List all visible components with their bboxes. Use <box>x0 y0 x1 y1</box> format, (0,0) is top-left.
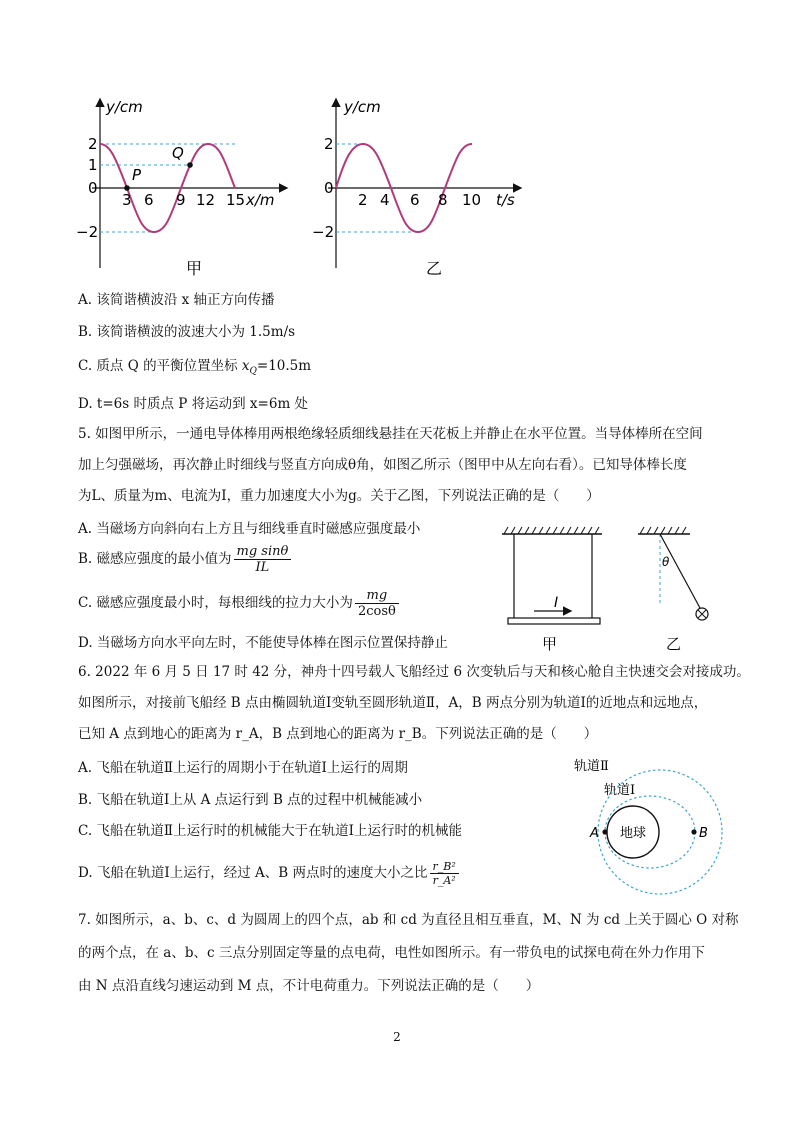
caption-yi: 乙 <box>426 259 443 278</box>
y-axis-label-right: y/cm <box>344 98 381 116</box>
q6-option-b[interactable]: B. 飞船在轨道Ⅰ上从 A 点运行到 B 点的过程中机械能减小 <box>78 792 423 808</box>
q4-option-d[interactable]: D. t=6s 时质点 P 将运动到 x=6m 处 <box>78 396 309 412</box>
y-tick: 2 <box>324 135 334 153</box>
q5-figure-jia <box>502 527 602 653</box>
x-axis-label-right: t/s <box>496 191 515 209</box>
point-p-dot <box>124 185 130 191</box>
point-a-dot <box>602 829 607 834</box>
q5-stem-line-1: 5. 如图甲所示，一通电导体棒用两根绝缘轻质细线悬挂在天花板上并静止在水平位置。当导体棒所在空间 <box>78 426 703 442</box>
q6-option-d[interactable] <box>78 860 461 887</box>
q4-option-c-sub: Q <box>249 366 257 377</box>
q4-option-c-var: x <box>241 358 250 374</box>
q6-option-d-fraction: $\frac{\text{r\_B²}}{\text{r\_A²}}$ <box>430 860 459 887</box>
point-b-label: B <box>699 826 708 841</box>
y-tick: 2 <box>88 135 98 153</box>
x-tick: 9 <box>176 191 186 209</box>
point-p-label: P <box>132 166 142 184</box>
q4-option-c-value: =10.5m <box>256 358 312 374</box>
q5-figures <box>490 518 730 658</box>
x-tick: 3 <box>122 191 132 209</box>
q5-stem-line-3: 为L、质量为m、电流为I，重力加速度大小为g。关于乙图，下列说法正确的是（ ） <box>78 488 600 504</box>
q6-stem-line-2: 如图所示，对接前飞船经 B 点由椭圆轨道Ⅰ变轨至圆形轨道Ⅱ，A，B 两点分别为轨道Ⅰ的近地点和远地点， <box>78 695 708 711</box>
x-tick: 10 <box>462 191 482 209</box>
q7-stem-line-2: 的两个点，在 a、b、c 三点分别固定等量的点电荷，电性如图所示。有一带负电的试探电荷在外力作用下 <box>78 945 705 961</box>
point-a-label: A <box>590 826 599 841</box>
wave-figures <box>70 92 540 282</box>
q6-stem-line-3: 已知 A 点到地心的距离为 r_A，B 点到地心的距离为 r_B。下列说法正确的是（ ） <box>78 726 598 742</box>
q6-option-c[interactable]: C. 飞船在轨道Ⅱ上运行时的机械能大于在轨道Ⅰ上运行时的机械能 <box>78 823 462 839</box>
q7-stem-line-1: 7. 如图所示，a、b、c、d 为圆周上的四个点，ab 和 cd 为直径且相互垂直，M、N 为 cd 上关于圆心 O 对称 <box>78 912 739 928</box>
q5-option-b-text: B. 磁感应强度的最小值为 <box>78 551 232 567</box>
y-tick: 0 <box>88 179 98 197</box>
q5-figure-yi <box>638 527 708 653</box>
page-number: 2 <box>393 1030 401 1044</box>
q5-caption-yi: 乙 <box>666 635 682 653</box>
q4-option-c-text: C. 质点 Q 的平衡位置坐标 <box>78 358 242 374</box>
q6-option-d-text: D. 飞船在轨道Ⅰ上运行，经过 A、B 两点时的速度大小之比 <box>78 865 428 881</box>
x-tick: 8 <box>438 191 448 209</box>
q5-option-c[interactable] <box>78 588 401 619</box>
q5-stem-line-2: 加上匀强磁场，再次静止时细线与竖直方向成θ角，如图乙所示（图甲中从左向右看）。已知导体棒长度 <box>78 457 687 473</box>
y-tick: 0 <box>324 179 334 197</box>
earth-label: 地球 <box>620 826 647 841</box>
y-tick: −2 <box>76 223 99 241</box>
orbit-2-label: 轨道Ⅱ <box>574 759 609 774</box>
q4-option-c[interactable] <box>78 357 311 381</box>
x-tick: 6 <box>410 191 420 209</box>
q5-option-c-fraction: $\frac{mg}{2\cos\theta}$ <box>355 588 399 619</box>
q7-stem-line-3: 由 N 点沿直线匀速运动到 M 点，不计电荷重力。下列说法正确的是（ ） <box>78 978 540 994</box>
wave-graph-left <box>76 98 286 278</box>
x-tick: 6 <box>144 191 154 209</box>
wave-graph-right <box>312 98 520 278</box>
y-tick: 1 <box>88 156 98 174</box>
point-b-dot <box>691 829 696 834</box>
x-axis-label-left: x/m <box>246 191 275 209</box>
point-q-label: Q <box>172 144 184 162</box>
q5-caption-jia: 甲 <box>542 635 558 653</box>
x-tick: 15 <box>226 191 246 209</box>
q4-option-a[interactable]: A. 该简谐横波沿 x 轴正方向传播 <box>78 292 275 308</box>
x-tick: 2 <box>358 191 368 209</box>
q5-option-b-fraction: $\frac{\text{mg sinθ}}{IL}$ <box>234 544 292 575</box>
q5-option-d[interactable]: D. 当磁场方向水平向左时，不能使导体棒在图示位置保持静止 <box>78 635 448 651</box>
caption-jia: 甲 <box>186 259 203 278</box>
theta-label: θ <box>662 555 670 569</box>
x-tick: 4 <box>380 191 390 209</box>
q6-orbit-figure <box>560 752 735 897</box>
y-tick: −2 <box>312 223 335 241</box>
point-q-dot <box>187 162 193 168</box>
q6-stem-line-1: 6. 2022 年 6 月 5 日 17 时 42 分，神舟十四号载人飞船经过 6 次变轨后与天和核心舱自主快速交会对接成功。 <box>78 664 750 680</box>
current-label: I <box>554 595 559 611</box>
x-tick: 12 <box>196 191 216 209</box>
q6-option-a[interactable]: A. 飞船在轨道Ⅱ上运行的周期小于在轨道Ⅰ上运行的周期 <box>78 760 408 776</box>
y-axis-label-left: y/cm <box>106 98 143 116</box>
q5-option-a[interactable]: A. 当磁场方向斜向右上方且与细线垂直时磁感应强度最小 <box>78 521 421 537</box>
q5-option-c-text: C. 磁感应强度最小时，每根细线的拉力大小为 <box>78 595 353 611</box>
orbit-1-label: 轨道Ⅰ <box>604 783 636 798</box>
q5-option-b[interactable] <box>78 544 293 575</box>
q4-option-b[interactable]: B. 该简谐横波的波速大小为 1.5m/s <box>78 324 296 340</box>
